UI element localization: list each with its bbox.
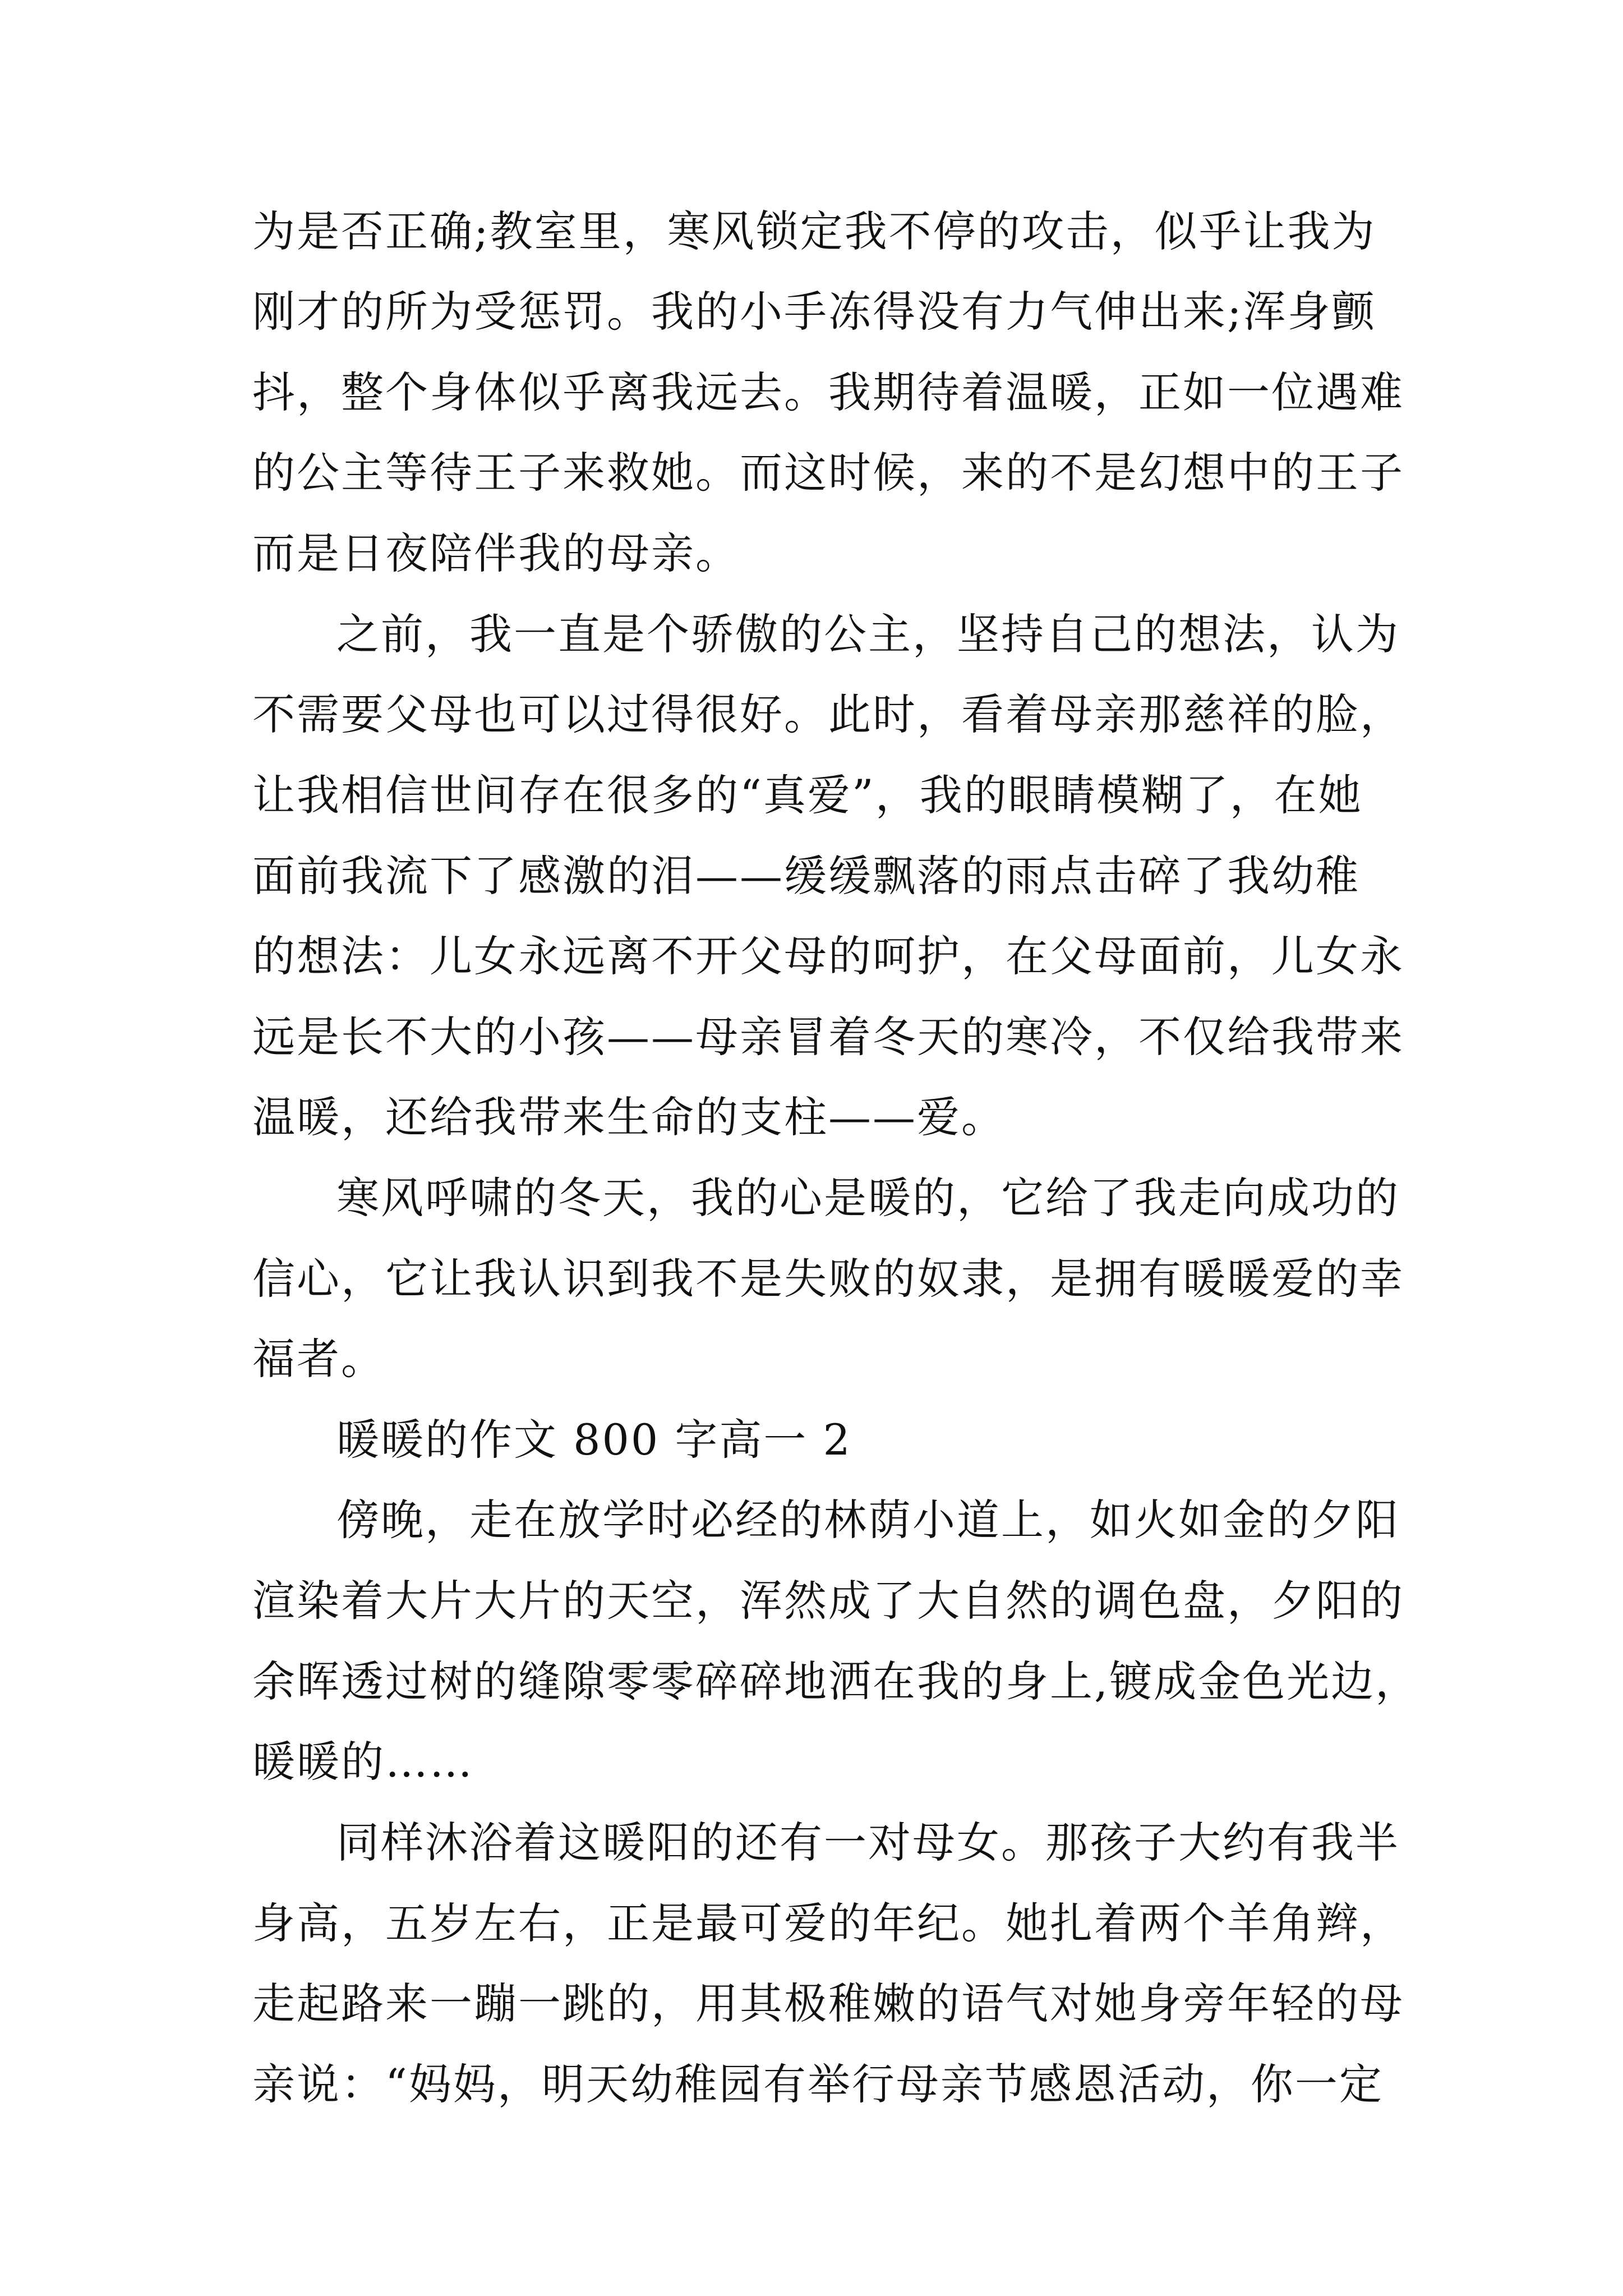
text-line: 温暖，还给我带来生命的支柱——爱。 <box>252 1092 1006 1142</box>
text-line: 暖暖的…… <box>252 1737 474 1787</box>
text-line: 不需要父母也可以过得很好。此时，看着母亲那慈祥的脸， <box>252 689 1404 739</box>
text-line: 刚才的所为受惩罚。我的小手冻得没有力气伸出来;浑身颤 <box>252 287 1376 337</box>
paragraph-first-line: 寒风呼啸的冬天，我的心是暖的，它给了我走向成功的 <box>336 1173 1400 1223</box>
text-line: 走起路来一蹦一跳的，用其极稚嫩的语气对她身旁年轻的母 <box>252 1978 1404 2028</box>
section-heading: 暖暖的作文 800 字高一 2 <box>336 1415 852 1465</box>
text-line: 面前我流下了感激的泪——缓缓飘落的雨点击碎了我幼稚 <box>252 851 1360 901</box>
text-line: 让我相信世间存在很多的“真爱”，我的眼睛模糊了，在她 <box>252 770 1363 820</box>
text-line: 抖，整个身体似乎离我远去。我期待着温暖，正如一位遇难 <box>252 367 1404 417</box>
text-line: 的想法：儿女永远离不开父母的呵护，在父母面前，儿女永 <box>252 931 1404 981</box>
paragraph-first-line: 同样沐浴着这暖阳的还有一对母女。那孩子大约有我半 <box>336 1818 1400 1867</box>
text-line: 而是日夜陪伴我的母亲。 <box>252 528 740 578</box>
paragraph-first-line: 之前，我一直是个骄傲的公主，坚持自己的想法，认为 <box>336 609 1400 659</box>
text-line: 渲染着大片大片的天空，浑然成了大自然的调色盘，夕阳的 <box>252 1576 1404 1626</box>
text-line: 的公主等待王子来救她。而这时候，来的不是幻想中的王子 <box>252 448 1404 498</box>
text-line: 为是否正确;教室里，寒风锁定我不停的攻击，似乎让我为 <box>252 206 1376 256</box>
text-line: 远是长不大的小孩——母亲冒着冬天的寒冷，不仅给我带来 <box>252 1012 1404 1062</box>
text-line: 福者。 <box>252 1334 385 1384</box>
text-line: 余晖透过树的缝隙零零碎碎地洒在我的身上,镀成金色光边， <box>252 1657 1420 1706</box>
text-line: 身高，五岁左右，正是最可爱的年纪。她扎着两个羊角辫， <box>252 1898 1404 1948</box>
paragraph-first-line: 傍晚，走在放学时必经的林荫小道上，如火如金的夕阳 <box>336 1495 1400 1545</box>
text-line: 信心，它让我认识到我不是失败的奴隶，是拥有暖暖爱的幸 <box>252 1254 1404 1304</box>
text-line: 亲说：“妈妈，明天幼稚园有举行母亲节感恩活动，你一定 <box>252 2059 1384 2109</box>
